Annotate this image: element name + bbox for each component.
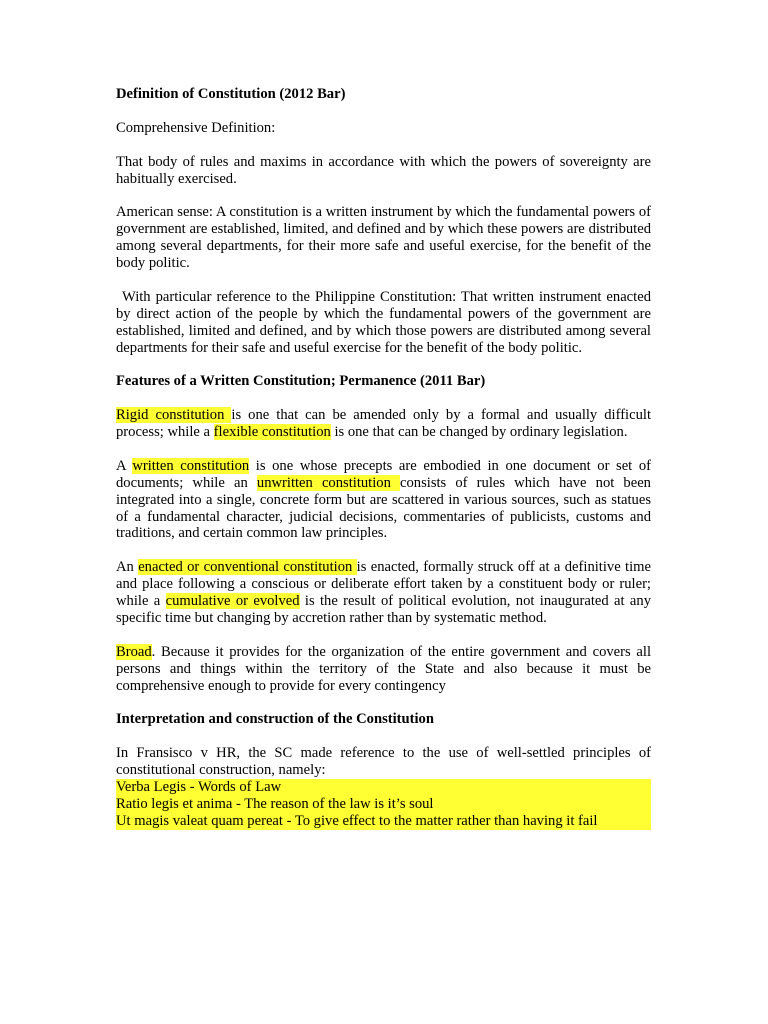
paragraph-american-sense: American sense: A constitution is a written instrument by which the fundamental powers of government are established, limited, and defined and by which these powers are distributed among several departments, for their more safe and useful exercise, for the benefit of the body politic.	[116, 204, 651, 272]
highlight-verba-legis: Verba Legis - Words of Law	[116, 779, 651, 796]
paragraph-philippine	[116, 289, 651, 357]
highlight-rigid: Rigid constitution	[116, 407, 232, 424]
comprehensive-label: Comprehensive Definition:	[116, 119, 276, 136]
highlight-broad: Broad	[116, 643, 152, 660]
heading-interpretation: Interpretation and construction of the Constitution	[116, 711, 434, 728]
highlight-ratio-legis: Ratio legis et anima - The reason of the law is it’s soul	[116, 796, 651, 813]
heading-definition: Definition of Constitution (2012 Bar)	[116, 86, 346, 102]
enacted-text-2: is the result of political evolution, not inaugurated at any specific time but changing by accretion rather than by systematic method.	[116, 593, 652, 626]
rigid-text-2: is one that can be changed by ordinary legislation.	[330, 424, 628, 441]
highlight-enacted: enacted or conventional constitution	[138, 559, 357, 576]
paragraph-fransisco: In Fransisco v HR, the SC made reference to the use of well-settled principles of constitutional construction, namely:	[116, 745, 651, 779]
highlight-cumulative: cumulative or evolved	[165, 593, 300, 610]
document-page	[116, 86, 651, 830]
highlight-written: written constitution	[132, 457, 250, 474]
highlight-unwritten: unwritten constitution	[256, 474, 401, 491]
written-text-2: consists of rules which have not been integrated into a single, concrete form but are scattered in various sources, such as statues of a fundamental character, judicial decisions, commentaries of publicists, customs and traditions, and certain common law principles.	[116, 474, 651, 542]
principles-list	[116, 779, 651, 830]
enacted-text-0: An	[116, 559, 139, 576]
written-text-0: A	[116, 457, 133, 474]
principle-line	[116, 813, 651, 830]
highlight-ut-magis: Ut magis valeat quam pereat - To give effect to the matter rather than having it fail	[116, 813, 651, 830]
philippine-text: With particular reference to the Philippine Constitution: That written instrument enacted by direct action of the people by which the fundamental powers of the government are established, limited and defined, and by which those powers are distributed among several departments for their safe and useful exercise for the benefit of the body politic.	[116, 288, 651, 356]
rigid-text-1: is one that can be amended only by a formal and usually difficult process; while a	[116, 407, 651, 441]
heading-features: Features of a Written Constitution; Permanence (2011 Bar)	[116, 373, 486, 390]
paragraph-enacted	[116, 559, 651, 627]
paragraph-broad	[116, 644, 651, 695]
highlight-flexible: flexible constitution	[213, 424, 331, 441]
enacted-text-1: is enacted, formally struck off at a definitive time and place following a conscious or deliberate effort taken by a constituent body or ruler; while a	[116, 559, 651, 610]
principle-line	[116, 796, 651, 813]
paragraph-rigid	[116, 407, 651, 441]
principle-line	[116, 779, 651, 796]
paragraph-written	[116, 458, 651, 543]
broad-text: . Because it provides for the organization of the entire government and covers all persons and things within the territory of the State and also because it must be comprehensive enough to provide for every contingency	[116, 643, 651, 694]
paragraph-sovereignty: That body of rules and maxims in accordance with which the powers of sovereignty are habitually exercised.	[116, 153, 651, 187]
written-text-1: is one whose precepts are embodied in one document or set of documents; while an	[116, 457, 651, 491]
